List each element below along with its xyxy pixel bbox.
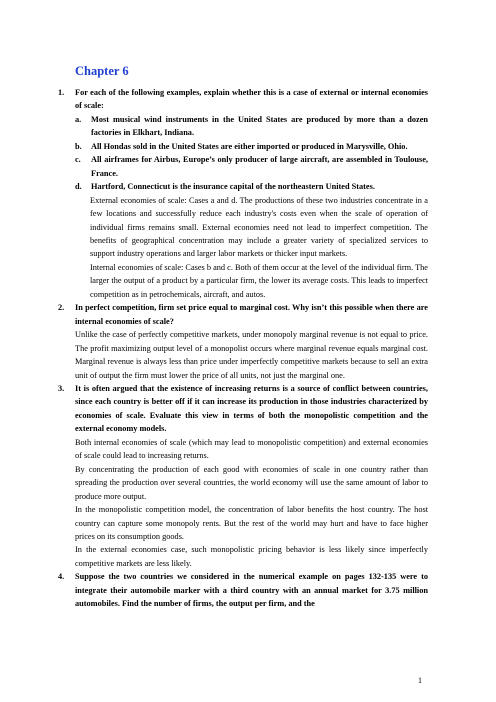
- question-text: In perfect competition, firm set price equal to marginal cost. Why isn’t this possible when there are internal economies of scale?: [75, 303, 428, 326]
- answer-paragraph: External economies of scale: Cases a and d. The productions of these two industries concentrate in a few locations and successfully reduce each industry's costs even when the scale of operation of individual firms remains small. External economies need not lead to imperfect competition. The benefits of geographical concentration may include a greater variety of specialized services to support industry operations and larger labor markets or thicker input markets.: [90, 195, 428, 259]
- item-text: All Hondas sold in the United States are either imported or produced in Marysville, Ohio.: [91, 141, 408, 151]
- page-number: 1: [418, 676, 422, 685]
- item-letter: b.: [75, 141, 82, 151]
- answer-paragraph: In the external economies case, such monopolistic pricing behavior is less likely since imperfectly competitive markets are less likely.: [75, 545, 428, 568]
- answer-paragraph: Internal economies of scale: Cases b and c. Both of them occur at the level of the individual firm. The larger the output of a product by a particular firm, the lower its average costs. This leads to imperfect competition as in petrochemicals, aircraft, and autos.: [90, 262, 428, 299]
- question-1-item-d: [75, 180, 428, 193]
- question-number: 2.: [58, 303, 65, 313]
- question-4: [58, 570, 428, 610]
- answer-paragraph: By concentrating the production of each good with economies of scale in one country rather than spreading the production over several countries, the world economy will use the same amount of labor to produce more output.: [75, 464, 428, 501]
- question-3: [58, 382, 428, 436]
- question-text: For each of the following examples, explain whether this is a case of external or internal economies of scale:: [75, 88, 428, 111]
- answer-paragraph: In the monopolistic competition model, the concentration of labor benefits the host country. The host country can capture some monopoly rents. But the rest of the world may hurt and have to face higher prices on its consumption goods.: [75, 505, 428, 541]
- page-content: [58, 86, 428, 611]
- chapter-title: Chapter 6: [75, 64, 129, 78]
- question-text: It is often argued that the existence of increasing returns is a source of conflict between countries, since each country is better off if it can increase its production in those industries characterized by economies of scale. Evaluate this view in terms of both the monopolistic competition and the external economy models.: [75, 383, 428, 434]
- question-1-item-a: [75, 113, 428, 140]
- item-text: Hartford, Connecticut is the insurance capital of the northeastern United States.: [91, 182, 375, 192]
- question-number: 1.: [58, 88, 65, 97]
- answer-paragraph: Unlike the case of perfectly competitive markets, under monopoly marginal revenue is not equal to price. The profit maximizing output level of a monopolist occurs where marginal revenue equals marginal cost. Marginal revenue is always less than price under imperfectly competitive markets because to sell an extra unit of output the firm must lower the price of all units, not just the marginal one.: [75, 330, 428, 380]
- item-letter: c.: [75, 155, 81, 165]
- item-letter: d.: [75, 182, 82, 192]
- item-letter: a.: [75, 114, 82, 124]
- question-1: [58, 86, 428, 113]
- item-text: Most musical wind instruments in the United States are produced by more than a dozen factories in Elkhart, Indiana.: [91, 114, 428, 138]
- question-text: Suppose the two countries we considered in the numerical example on pages 132-135 were to integrate their automobile marker with a third country with an annual market for 3.75 million automobiles. Find the number of firms, the output per firm, and the: [75, 572, 428, 609]
- item-text: All airframes for Airbus, Europe’s only producer of large aircraft, are assembled in Toulouse, France.: [91, 155, 428, 178]
- question-number: 3.: [58, 383, 65, 393]
- question-1-item-c: [75, 153, 428, 180]
- answer-paragraph: Both internal economies of scale (which may lead to monopolistic competition) and external economies of scale could lead to increasing returns.: [75, 437, 428, 461]
- question-1-item-b: [75, 140, 428, 153]
- question-2: [58, 301, 428, 328]
- question-number: 4.: [58, 572, 65, 582]
